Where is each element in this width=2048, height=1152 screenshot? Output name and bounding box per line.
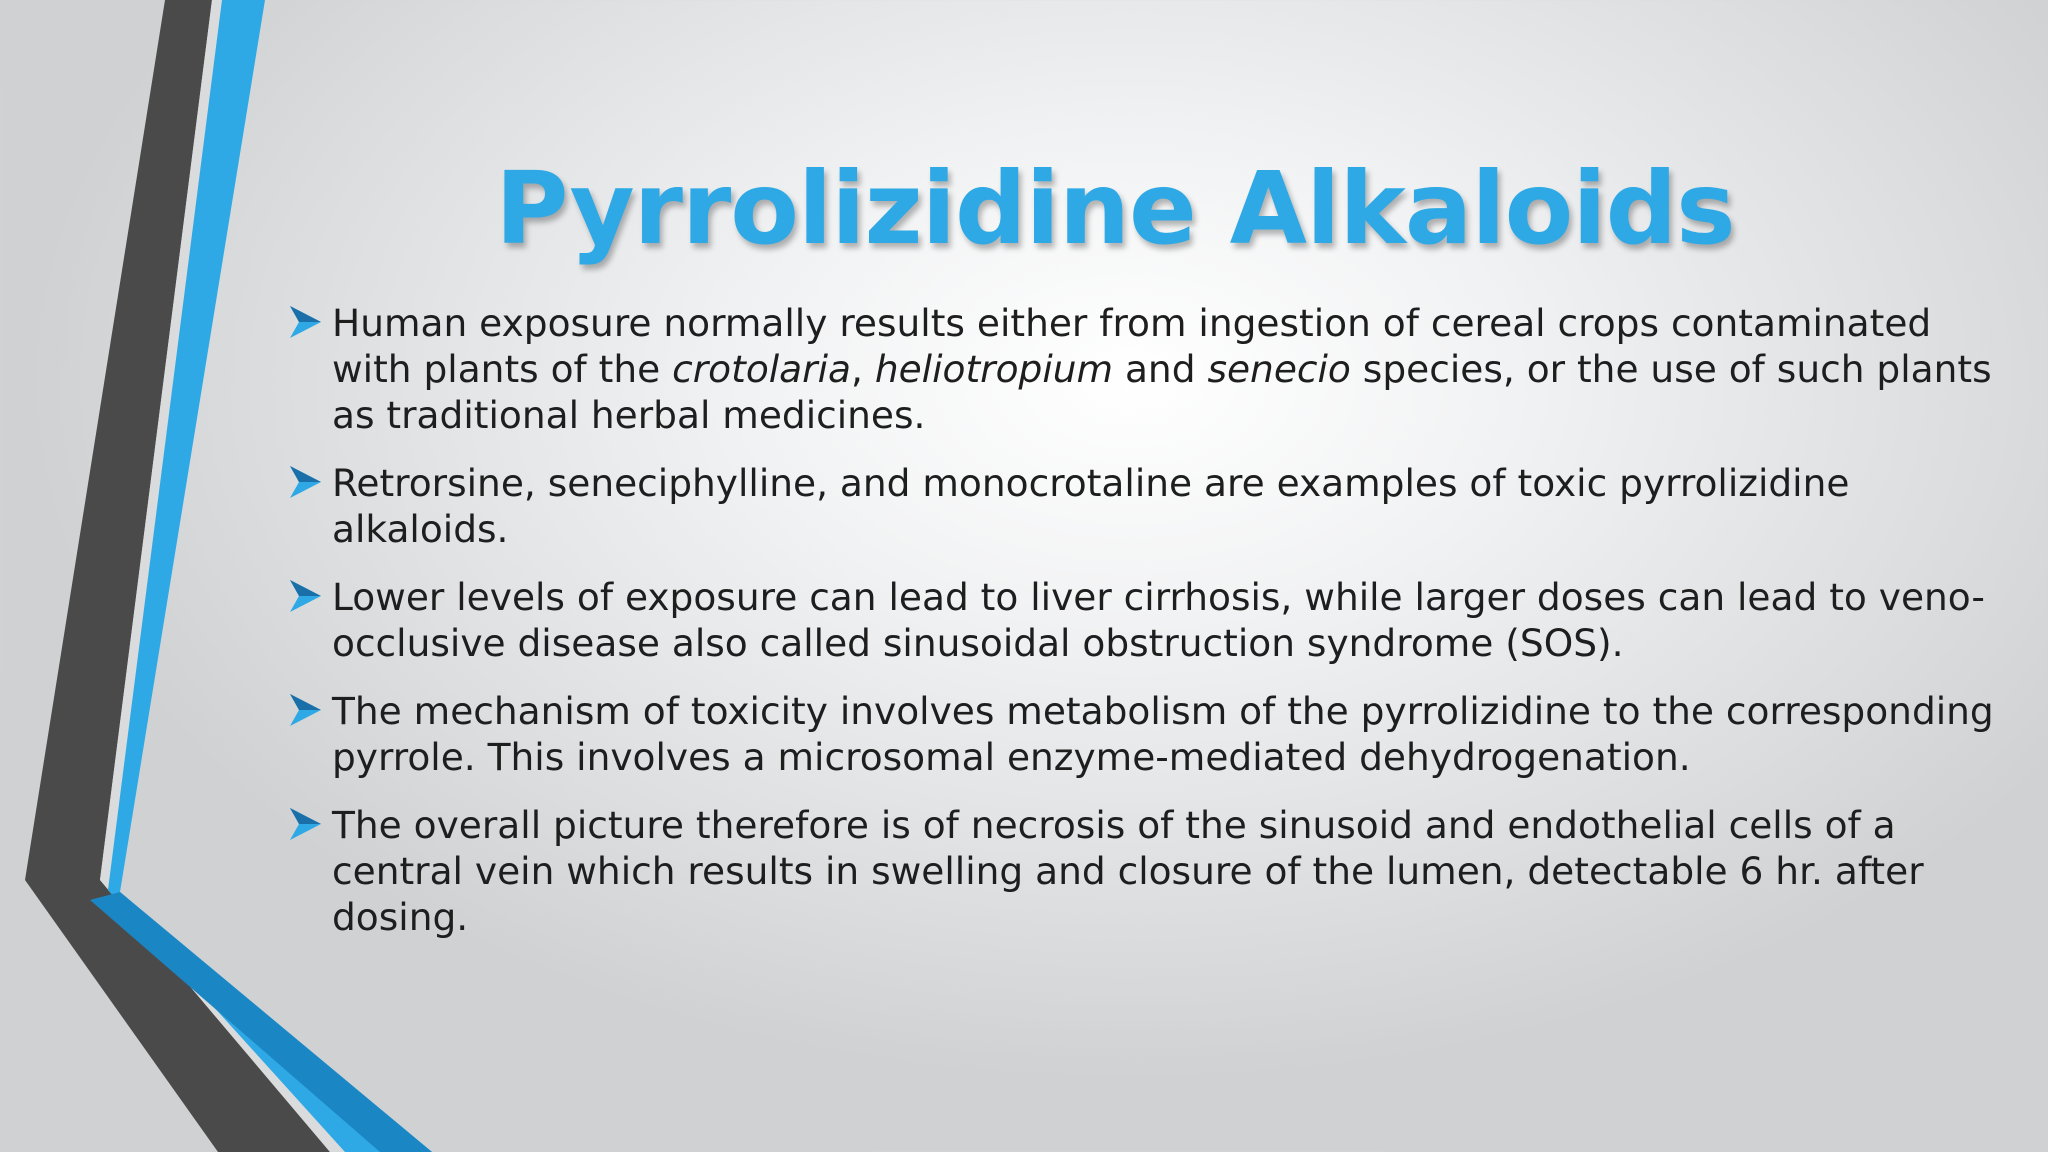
arrow-bullet-icon bbox=[287, 304, 323, 340]
italic-term: senecio bbox=[1207, 347, 1351, 391]
bullet-text-segment: species, or the use of such plants as traditional herbal medicines. bbox=[332, 347, 1992, 437]
arrow-bullet-icon bbox=[287, 806, 323, 842]
bullet-text bbox=[332, 300, 2007, 438]
bullet-text bbox=[332, 460, 2007, 552]
bullet-item bbox=[287, 802, 2007, 940]
bullet-text-segment: and bbox=[1113, 347, 1208, 391]
bullet-text-segment: Retrorsine, seneciphylline, and monocrotaline are examples of toxic pyrrolizidine alkaloids. bbox=[332, 461, 1850, 551]
bullet-text bbox=[332, 574, 2007, 666]
arrow-bullet-icon bbox=[287, 692, 323, 728]
italic-term: crotolaria bbox=[672, 347, 851, 391]
italic-term: heliotropium bbox=[874, 347, 1114, 391]
bullet-text-segment: The overall picture therefore is of necrosis of the sinusoid and endothelial cells of a central vein which results in swelling and closure of the lumen, detectable 6 hr. after dosing. bbox=[332, 803, 1924, 939]
bullet-text-segment: , bbox=[850, 347, 875, 391]
bullet-text bbox=[332, 688, 2007, 780]
arrow-bullet-icon bbox=[287, 578, 323, 614]
bullet-text bbox=[332, 802, 2007, 940]
bullet-text-segment: The mechanism of toxicity involves metabolism of the pyrrolizidine to the corresponding pyrrole. This involves a microsomal enzyme-mediated dehydrogenation. bbox=[332, 689, 1994, 779]
bullet-text-segment: Human exposure normally results either from ingestion of cereal crops contaminated with plants of the bbox=[332, 301, 1932, 391]
slide-title: Pyrrolizidine Alkaloids bbox=[495, 150, 1735, 267]
bullet-item bbox=[287, 460, 2007, 552]
bullet-list bbox=[287, 300, 2007, 962]
bullet-text-segment: Lower levels of exposure can lead to liver cirrhosis, while larger doses can lead to veno-occlusive disease also called sinusoidal obstruction syndrome (SOS). bbox=[332, 575, 1985, 665]
bullet-item bbox=[287, 574, 2007, 666]
arrow-bullet-icon bbox=[287, 464, 323, 500]
bullet-item bbox=[287, 688, 2007, 780]
bullet-item bbox=[287, 300, 2007, 438]
